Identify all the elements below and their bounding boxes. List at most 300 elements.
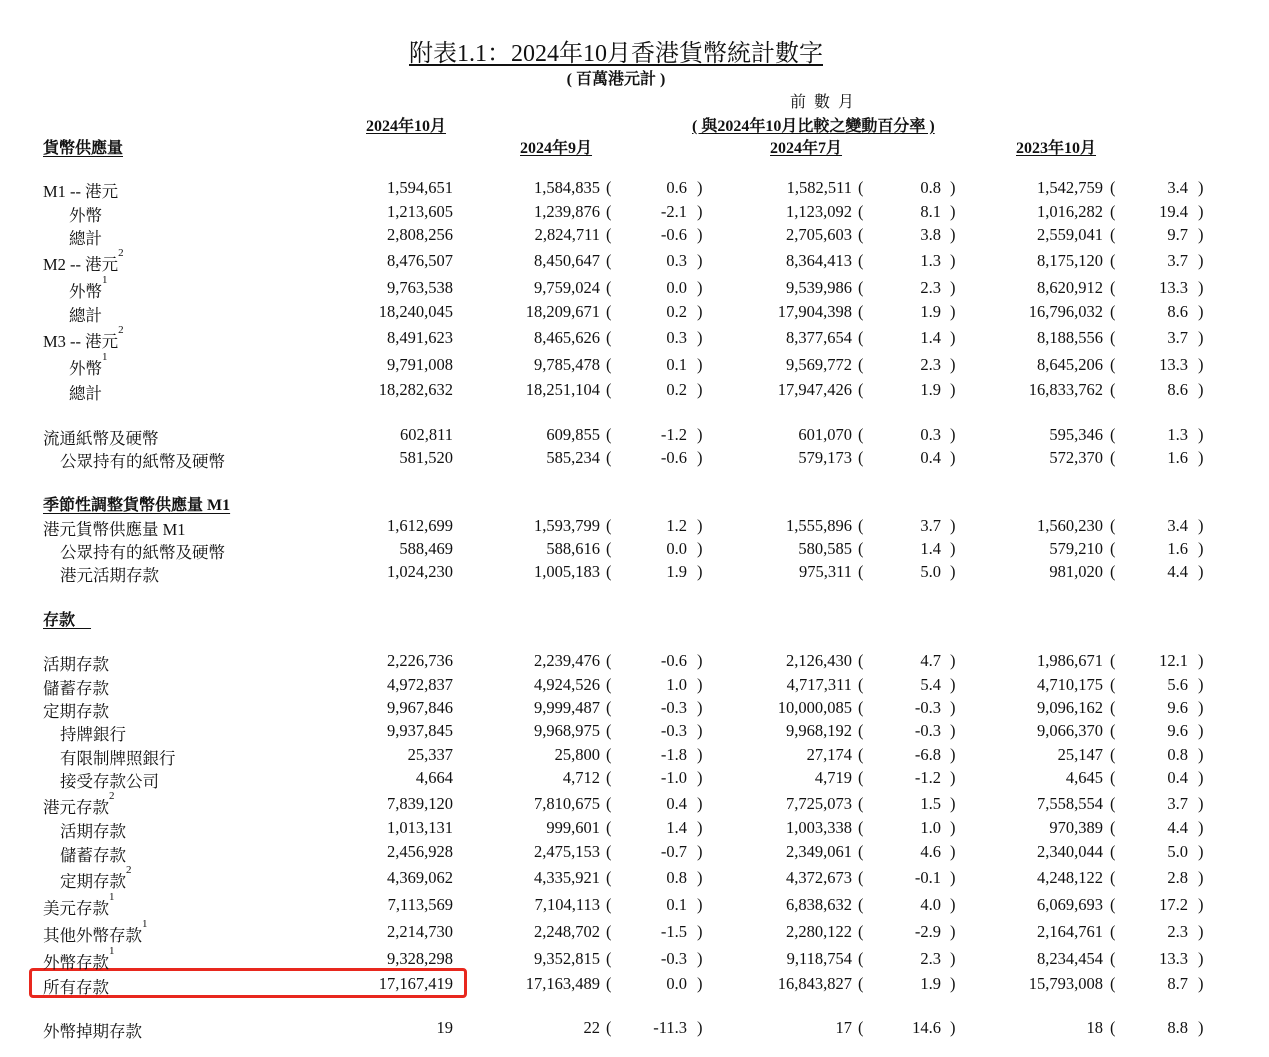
footnote-marker: 1 xyxy=(102,274,108,286)
paren-close: ) xyxy=(697,225,703,244)
value-2024-09: 18,209,671 xyxy=(525,302,600,321)
value-2024-10: 1,612,699 xyxy=(387,516,453,535)
value-2024-10: 18,240,045 xyxy=(378,302,453,321)
row-label xyxy=(69,302,102,326)
pct-change-2024-07: -2.9 xyxy=(914,922,941,941)
value-2024-10: 4,664 xyxy=(415,768,453,787)
row-label-text: 港元貨幣供應量 M1 xyxy=(43,520,186,539)
row-label-text: 外幣 xyxy=(69,359,102,378)
paren-open: ( xyxy=(1110,328,1116,347)
row-label-text: 總計 xyxy=(69,306,102,325)
paren-close: ) xyxy=(1198,895,1204,914)
value-2024-09: 1,593,799 xyxy=(534,516,600,535)
value-2023-10: 6,069,693 xyxy=(1037,895,1103,914)
value-2024-10: 2,456,928 xyxy=(387,842,453,861)
row-label-text: 外幣存款 xyxy=(43,953,109,972)
table-row xyxy=(0,918,1269,945)
paren-close: ) xyxy=(697,818,703,837)
row-label xyxy=(69,202,102,226)
paren-open: ( xyxy=(1110,974,1116,993)
value-2024-10: 25,337 xyxy=(407,745,453,764)
paren-open: ( xyxy=(858,380,864,399)
paren-open: ( xyxy=(1110,202,1116,221)
pct-change-2024-07: -6.8 xyxy=(914,745,941,764)
paren-close: ) xyxy=(950,448,956,467)
pct-change-2024-07: 1.3 xyxy=(920,251,941,270)
value-2024-09: 1,239,876 xyxy=(534,202,600,221)
pct-change-2024-07: 1.0 xyxy=(920,818,941,837)
paren-close: ) xyxy=(950,818,956,837)
pct-change-2024-07: 0.8 xyxy=(920,178,941,197)
value-2024-07: 17 xyxy=(835,1018,852,1037)
paren-close: ) xyxy=(697,794,703,813)
row-label xyxy=(43,516,186,540)
table-row xyxy=(0,842,1269,864)
paren-close: ) xyxy=(697,675,703,694)
paren-open: ( xyxy=(858,721,864,740)
pct-change-2024-09: 0.2 xyxy=(666,302,687,321)
pct-change-2023-10: 8.6 xyxy=(1167,380,1188,399)
paren-open: ( xyxy=(858,448,864,467)
paren-open: ( xyxy=(606,842,612,861)
value-2024-09: 8,465,626 xyxy=(534,328,600,347)
value-2024-10: 588,469 xyxy=(399,539,453,558)
value-2024-09: 609,855 xyxy=(546,425,600,444)
document-title: 附表1.1：2024年10月香港貨幣統計數字 xyxy=(409,41,823,67)
table-row xyxy=(0,945,1269,972)
paren-close: ) xyxy=(950,380,956,399)
paren-close: ) xyxy=(1198,302,1204,321)
value-2024-09: 1,584,835 xyxy=(534,178,600,197)
header-pct-note: ( 與2024年10月比較之變動百分率 ) xyxy=(692,118,935,135)
pct-change-2024-07: 4.7 xyxy=(920,651,941,670)
paren-close: ) xyxy=(950,178,956,197)
row-label xyxy=(60,842,126,866)
row-label-text: 總計 xyxy=(69,229,102,248)
paren-open: ( xyxy=(858,675,864,694)
paren-close: ) xyxy=(1198,818,1204,837)
paren-open: ( xyxy=(1110,922,1116,941)
value-2024-07: 2,280,122 xyxy=(786,922,852,941)
pct-change-2023-10: 1.6 xyxy=(1167,539,1188,558)
value-2024-10: 18,282,632 xyxy=(378,380,453,399)
pct-change-2023-10: 19.4 xyxy=(1159,202,1188,221)
table-row xyxy=(0,562,1269,584)
pct-change-2024-07: -0.3 xyxy=(914,698,941,717)
row-label xyxy=(60,562,159,586)
paren-open: ( xyxy=(606,202,612,221)
paren-open: ( xyxy=(606,516,612,535)
paren-close: ) xyxy=(1198,842,1204,861)
value-2023-10: 8,188,556 xyxy=(1037,328,1103,347)
row-label xyxy=(69,225,102,249)
row-label xyxy=(43,945,115,973)
paren-close: ) xyxy=(1198,425,1204,444)
pct-change-2024-07: 2.3 xyxy=(920,949,941,968)
row-label-text: M3 -- 港元 xyxy=(43,332,119,351)
paren-open: ( xyxy=(606,302,612,321)
pct-change-2023-10: 0.8 xyxy=(1167,745,1188,764)
paren-close: ) xyxy=(1198,251,1204,270)
value-2024-07: 27,174 xyxy=(806,745,852,764)
row-label-text: 公眾持有的紙幣及硬幣 xyxy=(60,543,225,562)
table-row xyxy=(0,324,1269,351)
pct-change-2024-09: 1.2 xyxy=(666,516,687,535)
paren-open: ( xyxy=(1110,225,1116,244)
paren-close: ) xyxy=(697,949,703,968)
paren-open: ( xyxy=(606,225,612,244)
paren-open: ( xyxy=(1110,868,1116,887)
footnote-marker: 1 xyxy=(109,945,115,957)
table-row xyxy=(0,274,1269,301)
value-2023-10: 7,558,554 xyxy=(1037,794,1103,813)
footnote-marker: 2 xyxy=(109,790,115,802)
paren-open: ( xyxy=(606,794,612,813)
row-label-text: 活期存款 xyxy=(60,822,126,841)
table-row xyxy=(0,202,1269,224)
row-label xyxy=(43,1018,142,1042)
pct-change-2023-10: 3.4 xyxy=(1167,178,1188,197)
paren-close: ) xyxy=(950,562,956,581)
value-2024-10: 8,476,507 xyxy=(387,251,453,270)
paren-close: ) xyxy=(1198,1018,1204,1037)
paren-open: ( xyxy=(1110,425,1116,444)
paren-open: ( xyxy=(1110,794,1116,813)
paren-close: ) xyxy=(1198,202,1204,221)
value-2024-09: 2,475,153 xyxy=(534,842,600,861)
paren-close: ) xyxy=(697,974,703,993)
pct-change-2024-09: 1.0 xyxy=(666,675,687,694)
paren-close: ) xyxy=(950,794,956,813)
pct-change-2023-10: 0.4 xyxy=(1167,768,1188,787)
value-2024-07: 1,123,092 xyxy=(786,202,852,221)
table-row xyxy=(0,698,1269,720)
value-2024-10: 2,226,736 xyxy=(387,651,453,670)
value-2023-10: 25,147 xyxy=(1057,745,1103,764)
paren-close: ) xyxy=(950,539,956,558)
table-row xyxy=(0,745,1269,767)
value-2023-10: 9,096,162 xyxy=(1037,698,1103,717)
paren-close: ) xyxy=(950,355,956,374)
paren-open: ( xyxy=(858,562,864,581)
paren-open: ( xyxy=(858,842,864,861)
paren-open: ( xyxy=(858,355,864,374)
table-row xyxy=(0,448,1269,470)
row-label xyxy=(43,178,118,202)
paren-open: ( xyxy=(1110,380,1116,399)
paren-open: ( xyxy=(606,868,612,887)
value-2023-10: 9,066,370 xyxy=(1037,721,1103,740)
paren-open: ( xyxy=(606,721,612,740)
table-row xyxy=(0,225,1269,247)
paren-open: ( xyxy=(606,355,612,374)
table-row xyxy=(0,790,1269,817)
paren-close: ) xyxy=(1198,516,1204,535)
paren-close: ) xyxy=(950,698,956,717)
paren-close: ) xyxy=(1198,794,1204,813)
pct-change-2024-07: 3.8 xyxy=(920,225,941,244)
value-2024-07: 2,705,603 xyxy=(786,225,852,244)
table-row xyxy=(0,516,1269,538)
paren-close: ) xyxy=(697,745,703,764)
paren-open: ( xyxy=(1110,768,1116,787)
paren-close: ) xyxy=(1198,868,1204,887)
value-2024-10: 602,811 xyxy=(399,425,453,444)
paren-open: ( xyxy=(1110,251,1116,270)
header-col-2023-10: 2023年10月 xyxy=(1016,140,1097,157)
pct-change-2024-09: -0.3 xyxy=(660,698,687,717)
pct-change-2023-10: 1.3 xyxy=(1167,425,1188,444)
paren-open: ( xyxy=(858,278,864,297)
pct-change-2024-07: -0.3 xyxy=(914,721,941,740)
value-2023-10: 595,346 xyxy=(1049,425,1103,444)
value-2024-07: 4,372,673 xyxy=(786,868,852,887)
value-2024-10: 7,113,569 xyxy=(387,895,453,914)
table-row xyxy=(0,891,1269,918)
paren-close: ) xyxy=(697,302,703,321)
row-label xyxy=(69,351,108,379)
row-label-text: 活期存款 xyxy=(43,655,109,674)
paren-close: ) xyxy=(1198,278,1204,297)
paren-close: ) xyxy=(697,355,703,374)
value-2023-10: 2,164,761 xyxy=(1037,922,1103,941)
paren-open: ( xyxy=(606,562,612,581)
paren-close: ) xyxy=(1198,721,1204,740)
pct-change-2024-07: 1.9 xyxy=(920,974,941,993)
paren-close: ) xyxy=(697,1018,703,1037)
paren-open: ( xyxy=(858,225,864,244)
pct-change-2023-10: 3.7 xyxy=(1167,251,1188,270)
row-label-text: M2 -- 港元 xyxy=(43,255,119,274)
value-2024-09: 2,248,702 xyxy=(534,922,600,941)
value-2024-09: 8,450,647 xyxy=(534,251,600,270)
paren-close: ) xyxy=(1198,974,1204,993)
paren-open: ( xyxy=(858,868,864,887)
paren-open: ( xyxy=(1110,355,1116,374)
paren-open: ( xyxy=(606,768,612,787)
paren-close: ) xyxy=(697,895,703,914)
pct-change-2024-07: 1.4 xyxy=(920,539,941,558)
value-2024-10: 581,520 xyxy=(399,448,453,467)
pct-change-2024-09: -1.0 xyxy=(660,768,687,787)
value-2024-07: 4,717,311 xyxy=(786,675,852,694)
value-2024-10: 9,791,008 xyxy=(387,355,453,374)
pct-change-2024-09: 1.4 xyxy=(666,818,687,837)
paren-close: ) xyxy=(950,278,956,297)
paren-close: ) xyxy=(1198,225,1204,244)
paren-close: ) xyxy=(1198,178,1204,197)
row-label xyxy=(43,790,115,818)
value-2024-09: 4,924,526 xyxy=(534,675,600,694)
paren-close: ) xyxy=(697,768,703,787)
pct-change-2024-09: -0.6 xyxy=(660,225,687,244)
paren-open: ( xyxy=(606,974,612,993)
paren-close: ) xyxy=(950,225,956,244)
paren-close: ) xyxy=(1198,698,1204,717)
paren-close: ) xyxy=(697,562,703,581)
pct-change-2024-07: 0.4 xyxy=(920,448,941,467)
pct-change-2024-09: -0.7 xyxy=(660,842,687,861)
paren-close: ) xyxy=(697,278,703,297)
value-2023-10: 572,370 xyxy=(1049,448,1103,467)
paren-close: ) xyxy=(1198,328,1204,347)
table-row xyxy=(0,675,1269,697)
value-2024-10: 19 xyxy=(436,1018,453,1037)
row-label xyxy=(43,425,159,449)
value-2023-10: 8,620,912 xyxy=(1037,278,1103,297)
paren-open: ( xyxy=(858,516,864,535)
table-row xyxy=(0,539,1269,561)
pct-change-2024-07: 4.6 xyxy=(920,842,941,861)
table-row xyxy=(0,380,1269,402)
row-label-text: 美元存款 xyxy=(43,899,109,918)
row-label-text: 公眾持有的紙幣及硬幣 xyxy=(60,452,225,471)
pct-change-2023-10: 8.6 xyxy=(1167,302,1188,321)
paren-open: ( xyxy=(858,251,864,270)
paren-close: ) xyxy=(697,202,703,221)
value-2024-07: 16,843,827 xyxy=(777,974,852,993)
paren-close: ) xyxy=(950,251,956,270)
paren-open: ( xyxy=(1110,178,1116,197)
value-2023-10: 15,793,008 xyxy=(1028,974,1103,993)
table-row xyxy=(0,974,1269,996)
value-2024-07: 580,585 xyxy=(798,539,852,558)
paren-open: ( xyxy=(1110,302,1116,321)
paren-open: ( xyxy=(1110,539,1116,558)
pct-change-2024-09: -1.2 xyxy=(660,425,687,444)
row-label-text: 儲蓄存款 xyxy=(60,846,126,865)
row-label xyxy=(60,818,126,842)
paren-open: ( xyxy=(1110,842,1116,861)
value-2024-09: 9,999,487 xyxy=(534,698,600,717)
pct-change-2024-07: 5.4 xyxy=(920,675,941,694)
row-label xyxy=(69,274,108,302)
paren-open: ( xyxy=(858,328,864,347)
paren-close: ) xyxy=(950,949,956,968)
row-label-text: 所有存款 xyxy=(43,978,109,997)
row-label xyxy=(43,651,109,675)
paren-close: ) xyxy=(950,202,956,221)
value-2024-07: 17,947,426 xyxy=(777,380,852,399)
pct-change-2024-09: -0.6 xyxy=(660,651,687,670)
value-2024-09: 9,968,975 xyxy=(534,721,600,740)
row-label-text: 總計 xyxy=(69,384,102,403)
value-2024-07: 4,719 xyxy=(814,768,852,787)
value-2024-10: 9,328,298 xyxy=(387,949,453,968)
row-label-text: 港元活期存款 xyxy=(60,566,159,585)
value-2024-09: 9,785,478 xyxy=(534,355,600,374)
paren-close: ) xyxy=(1198,355,1204,374)
paren-open: ( xyxy=(606,698,612,717)
value-2024-09: 4,335,921 xyxy=(534,868,600,887)
pct-change-2024-09: 0.6 xyxy=(666,178,687,197)
row-label-text: 定期存款 xyxy=(60,872,126,891)
value-2024-07: 9,968,192 xyxy=(786,721,852,740)
value-2024-07: 8,364,413 xyxy=(786,251,852,270)
paren-close: ) xyxy=(950,745,956,764)
pct-change-2023-10: 3.7 xyxy=(1167,328,1188,347)
pct-change-2024-07: 1.9 xyxy=(920,302,941,321)
header-col-2024-09: 2024年9月 xyxy=(520,140,593,157)
header-col-2024-10: 2024年10月 xyxy=(366,118,447,135)
paren-open: ( xyxy=(1110,562,1116,581)
value-2024-10: 1,594,651 xyxy=(387,178,453,197)
paren-open: ( xyxy=(1110,745,1116,764)
paren-close: ) xyxy=(950,895,956,914)
row-label-text: 外幣 xyxy=(69,282,102,301)
value-2024-07: 579,173 xyxy=(798,448,852,467)
paren-close: ) xyxy=(697,516,703,535)
pct-change-2023-10: 17.2 xyxy=(1159,895,1188,914)
paren-close: ) xyxy=(697,251,703,270)
pct-change-2024-09: 0.1 xyxy=(666,895,687,914)
value-2024-09: 9,759,024 xyxy=(534,278,600,297)
pct-change-2023-10: 13.3 xyxy=(1159,949,1188,968)
pct-change-2023-10: 3.4 xyxy=(1167,516,1188,535)
paren-close: ) xyxy=(1198,768,1204,787)
paren-open: ( xyxy=(858,794,864,813)
row-label xyxy=(60,448,225,472)
paren-open: ( xyxy=(1110,516,1116,535)
value-2023-10: 1,986,671 xyxy=(1037,651,1103,670)
table-row xyxy=(0,768,1269,790)
value-2024-10: 1,213,605 xyxy=(387,202,453,221)
value-2024-10: 4,972,837 xyxy=(387,675,453,694)
paren-open: ( xyxy=(858,768,864,787)
paren-open: ( xyxy=(858,302,864,321)
table-row xyxy=(0,818,1269,840)
paren-close: ) xyxy=(1198,745,1204,764)
paren-close: ) xyxy=(1198,949,1204,968)
paren-open: ( xyxy=(606,745,612,764)
paren-close: ) xyxy=(1198,675,1204,694)
pct-change-2024-09: 0.2 xyxy=(666,380,687,399)
row-label-text: 持牌銀行 xyxy=(60,725,126,744)
value-2023-10: 4,710,175 xyxy=(1037,675,1103,694)
value-2024-09: 1,005,183 xyxy=(534,562,600,581)
pct-change-2024-09: 1.9 xyxy=(666,562,687,581)
paren-open: ( xyxy=(606,895,612,914)
value-2024-07: 1,582,511 xyxy=(786,178,852,197)
paren-open: ( xyxy=(606,651,612,670)
row-label xyxy=(43,675,109,699)
row-label-text: 有限制牌照銀行 xyxy=(60,749,176,768)
pct-change-2024-09: -0.3 xyxy=(660,721,687,740)
pct-change-2024-09: -11.3 xyxy=(653,1018,687,1037)
header-col-2024-07: 2024年7月 xyxy=(770,140,843,157)
row-label-text: 儲蓄存款 xyxy=(43,679,109,698)
paren-close: ) xyxy=(950,675,956,694)
paren-close: ) xyxy=(1198,651,1204,670)
section-money-supply: 貨幣供應量 xyxy=(43,140,124,157)
pct-change-2024-07: 3.7 xyxy=(920,516,941,535)
row-label xyxy=(60,745,176,769)
paren-open: ( xyxy=(858,895,864,914)
section-seasonal-m1: 季節性調整貨幣供應量 M1 xyxy=(43,497,231,514)
paren-close: ) xyxy=(697,922,703,941)
value-2024-09: 25,800 xyxy=(554,745,600,764)
paren-open: ( xyxy=(606,380,612,399)
paren-open: ( xyxy=(1110,895,1116,914)
value-2023-10: 8,175,120 xyxy=(1037,251,1103,270)
row-label xyxy=(43,918,148,946)
pct-change-2024-07: 14.6 xyxy=(912,1018,941,1037)
table-row xyxy=(0,651,1269,673)
paren-close: ) xyxy=(950,516,956,535)
value-2023-10: 16,796,032 xyxy=(1028,302,1103,321)
value-2024-07: 1,003,338 xyxy=(786,818,852,837)
paren-open: ( xyxy=(606,425,612,444)
